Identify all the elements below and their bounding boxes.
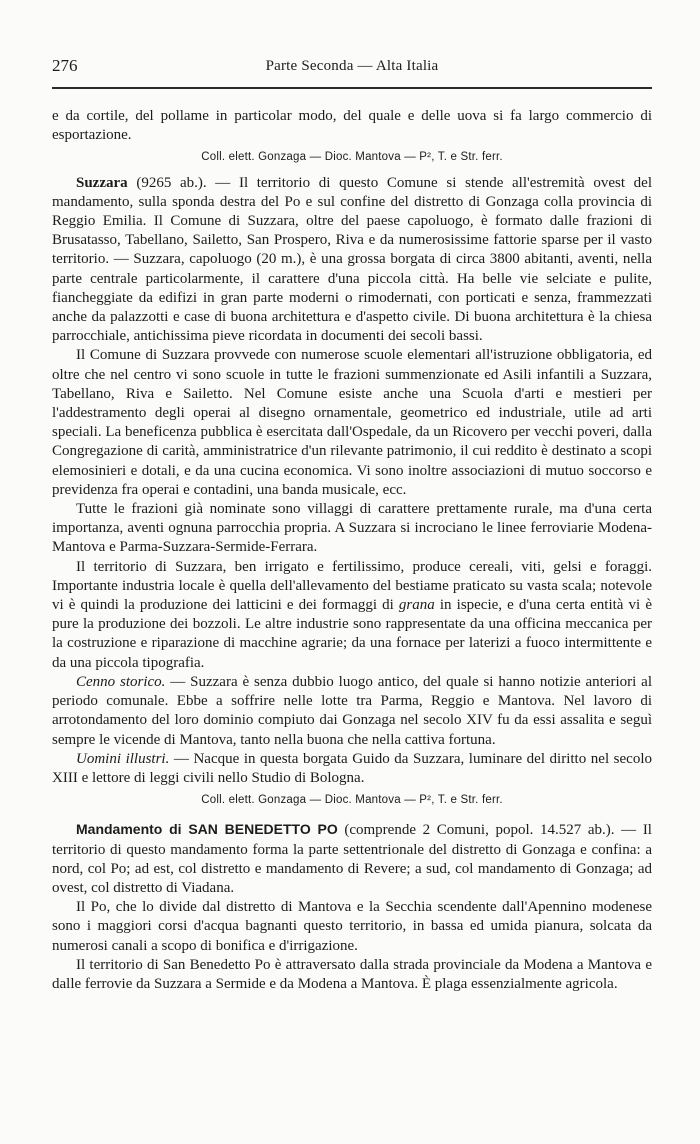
paragraph-frazioni: Tutte le frazioni già nominate sono villaggi di carattere prettamente rurale, ma d'una certa importanza, aventi ognuna parrocchia propria. A Suzzara si incrociano le linee ferroviarie Modena-Mantova e Parma-Suzzara-Sermide-Ferrara. bbox=[52, 501, 652, 556]
paragraph-text: — Suzzara è senza dubbio luogo antico, del quale si hanno notizie anteriori al periodo comunale. Ebbe a soffrire nelle lotte tra Parma, Reggio e Mantova. Nel lavoro di arrotondamento del loro dominio compiuto dai Gonzaga nel secolo XIV fu da essi assalita e seguì sempre le vicende di Mantova, tanto nella buona che nella cattiva fortuna. bbox=[52, 673, 652, 748]
header-rule bbox=[52, 87, 652, 89]
page-number: 276 bbox=[52, 56, 78, 75]
paragraph-suzzara bbox=[52, 174, 652, 347]
paragraph-text: — Nacque in questa borgata Guido da Suzzara, luminare del diritto nel secolo XIII e lettore di leggi civili nello Studio di Bologna. bbox=[52, 750, 652, 786]
italic-term: grana bbox=[398, 597, 435, 614]
paragraph-text: (comprende 2 Comuni, popol. 14.527 ab.). — Il territorio di questo mandamento forma la parte settentrionale del distretto di Gonzaga e confina: a nord, col Po; ad est, col distretto e mandamento di Revere; a sud, col mandamento di Gonzaga; ad ovest, col distretto di Viadana. bbox=[52, 822, 652, 896]
entry-heading-mandamento: Mandamento di SAN BENEDETTO PO bbox=[76, 821, 338, 838]
paragraph-text: in ispecie, e d'una certa entità vi è pure la produzione dei bozzoli. Le altre industrie sono rappresentate da una officina meccanica per la costruzione e riparazione di macchine agrarie; da una fornace per laterizi a fuoco intermittente e da una piccola tipografia. bbox=[52, 597, 652, 671]
page-body bbox=[52, 107, 652, 994]
paragraph-illustrious bbox=[52, 750, 652, 788]
paragraph-text: Il territorio di Suzzara, ben irrigato e fertilissimo, produce cereali, viti, gelsi e foraggi. Importante industria locale è quella dell'allevamento del bestiame praticato su vasta scala; notevole vi è quindi la produzione dei latticini e dei formaggi di bbox=[52, 558, 652, 614]
paragraph-roads: Il territorio di San Benedetto Po è attraversato dalla strada provinciale da Modena a Mantova e dalle ferrovie da Suzzara a Sermide e da Modena a Mantova. È plaga essenzialmente agricola. bbox=[52, 956, 652, 992]
paragraph-schools: Il Comune di Suzzara provvede con numerose scuole elementari all'istruzione obbligatoria, ed oltre che nel centro vi sono scuole in tutte le frazioni summenzionate ed Asili infantili a Suzzara, Tabellano, Riva e Sailetto. Nel Comune esiste anche una Scuola d'arti e mestieri per l'addestramento degli operai al disegno ornamentale, geometrico ed industriale, utile ad arti speciali. La beneficenza pubblica è esercitata dall'Ospedale, da un Ricovero per vecchi poveri, dalla Congregazione di carità, amministratrice d'un rilevante patrimonio, il cui reddito è destinato a scopi elemosinieri e dotali, e da una cucina economica. Vi sono inoltre associazioni di mutuo soccorso e previdenza fra operai e contadini, una banda musicale, ecc. bbox=[52, 347, 652, 498]
section-label-illustrious: Uomini illustri. bbox=[76, 750, 170, 767]
paragraph-text: (9265 ab.). — Il territorio di questo Comune si stende all'estremità ovest del mandamento, sulla sponda destra del Po e sul confine del distretto di Gonzaga colla provincia di Reggio Emilia. Il Comune di Suzzara, oltre del paese capoluogo, è formato dalle frazioni di Brusatasso, Tabellano, Sailetto, San Prospero, Riva e da numerosissime fattorie sparse per il vasto territorio. — Suzzara, capoluogo (20 m.), è una grossa borgata di circa 3800 abitanti, aventi, nella parte centrale particolarmente, il carattere d'una piccola città. Ha belle vie selciate e pulite, fiancheggiate da edifizi in gran parte moderni o rimodernati, con porticati e senza, frammezzati anche da palazzotti e case di buona architettura e d'aspetto civile. Di buona architettura è la chiesa parrocchiale, antichissima pieve ricordata in documenti dei secoli bassi. bbox=[52, 174, 652, 345]
paragraph-agriculture bbox=[52, 558, 652, 673]
paragraph-continuation: e da cortile, del pollame in particolar modo, del quale e delle uova si fa largo commercio di esportazione. bbox=[52, 108, 652, 144]
paragraph-mandamento bbox=[52, 820, 652, 898]
paragraph-rivers: Il Po, che lo divide dal distretto di Mantova e la Secchia scendente dall'Apennino modenese sono i maggiori corsi d'acqua bagnanti questo territorio, in bassa ed umida pianura, solcata da numerosi canali a scopo di bonifica e d'irrigazione. bbox=[52, 899, 652, 954]
entry-heading-suzzara: Suzzara bbox=[76, 174, 128, 191]
section-label-history: Cenno storico. bbox=[76, 673, 166, 690]
running-title: Parte Seconda — Alta Italia bbox=[265, 58, 439, 74]
paragraph-history bbox=[52, 673, 652, 750]
page-header bbox=[52, 56, 652, 82]
electoral-note: Coll. elett. Gonzaga — Dioc. Mantova — P², T. e Str. ferr. bbox=[201, 151, 503, 164]
electoral-note: Coll. elett. Gonzaga — Dioc. Mantova — P², T. e Str. ferr. bbox=[201, 794, 503, 807]
